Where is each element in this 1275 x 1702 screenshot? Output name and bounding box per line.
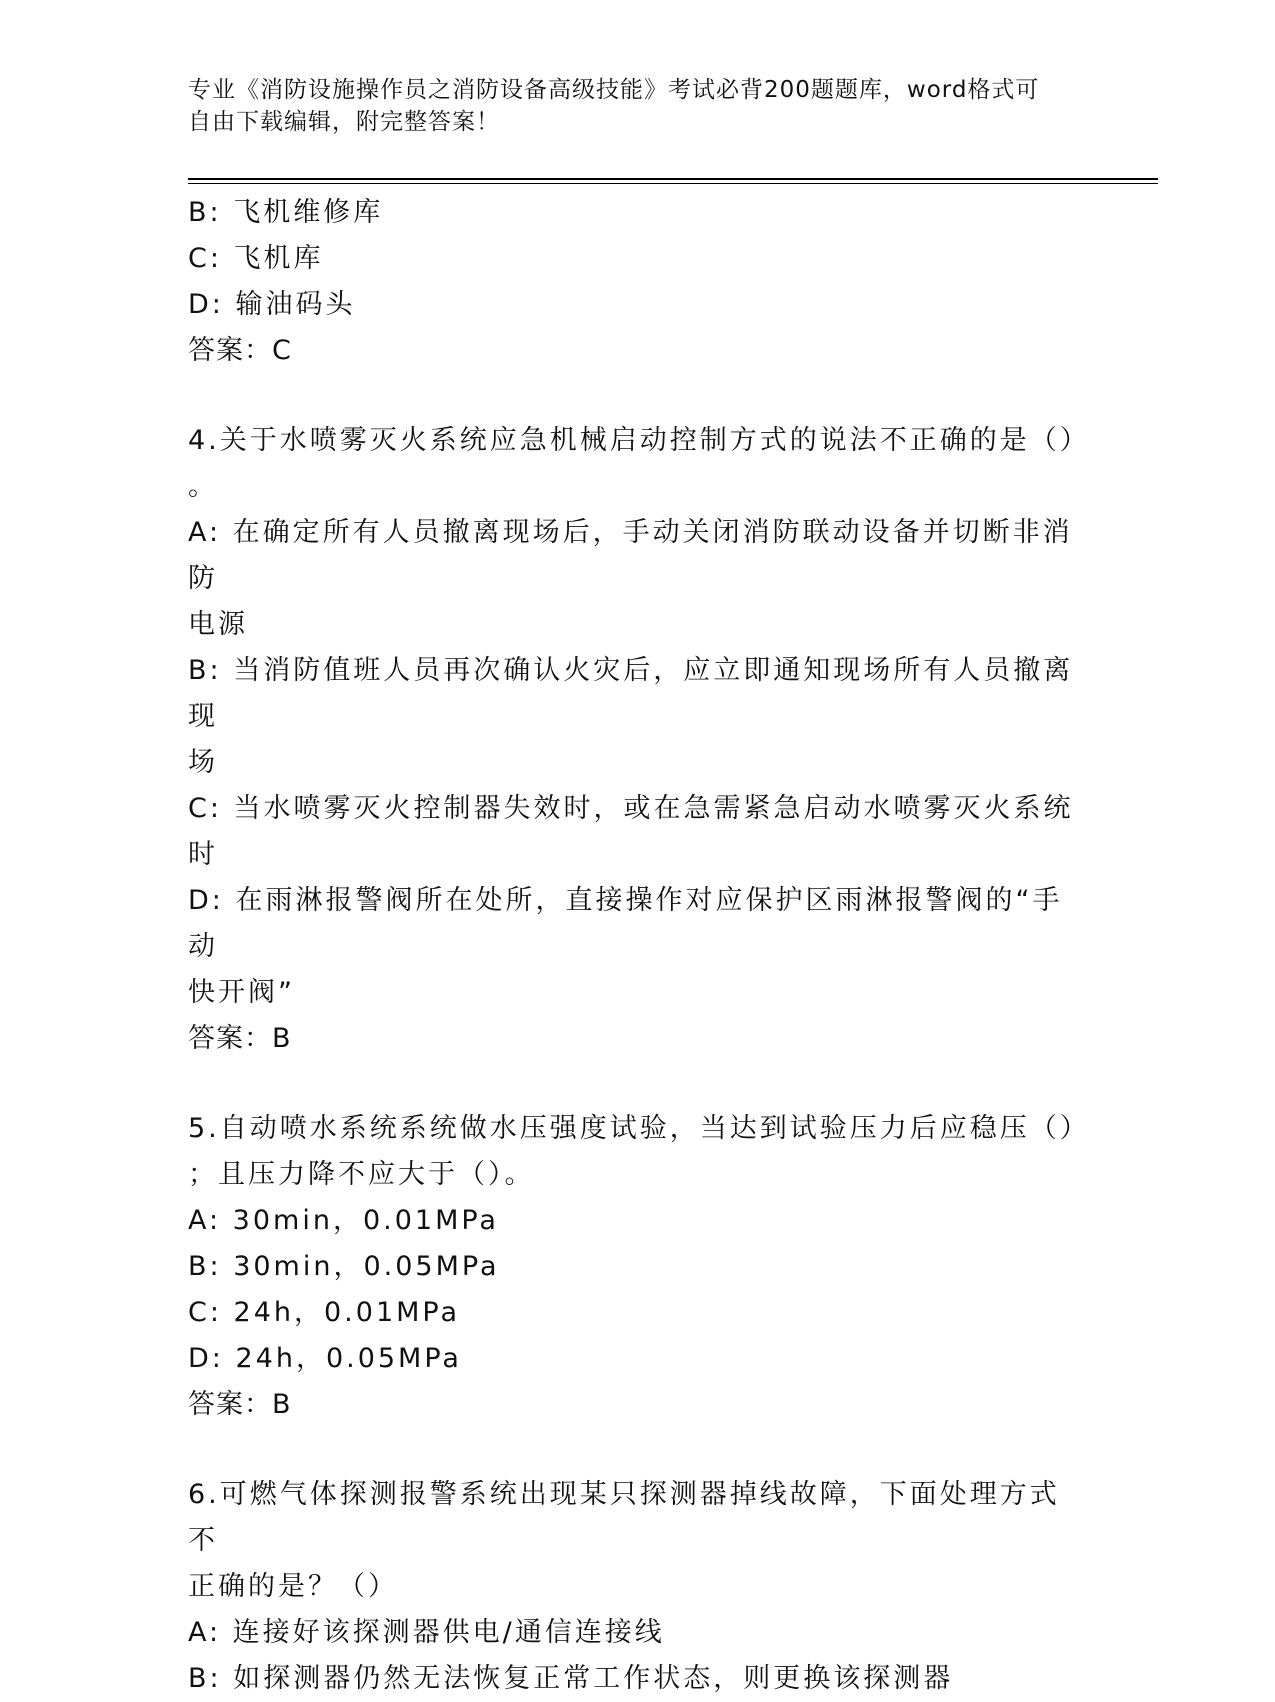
question-list: [188, 190, 1090, 1702]
option-b: B: 飞机维修库: [188, 197, 384, 228]
question-5: [188, 1106, 1090, 1428]
header-line-1: 专业《消防设施操作员之消防设备高级技能》考试必背200题题库，word格式可: [188, 77, 1040, 103]
option-b: B: 当消防值班人员再次确认火灾后，应立即通知现场所有人员撤离现: [188, 655, 1074, 732]
answer: 答案：B: [188, 1389, 292, 1420]
header-line-2: 自由下载编辑，附完整答案！: [188, 109, 500, 135]
option-b: B: 30min，0.05MPa: [188, 1251, 500, 1282]
option-c: C: 24h，0.01MPa: [188, 1297, 461, 1328]
spacer: [188, 1428, 1078, 1472]
option-a-continued: 电源: [188, 609, 248, 640]
option-c: C: 当水喷雾灭火控制器失效时，或在急需紧急启动水喷雾灭火系统时: [188, 793, 1074, 870]
option-a: A: 在确定所有人员撤离现场后，手动关闭消防联动设备并切断非消防: [188, 517, 1073, 594]
question-stem-continued: 。: [188, 471, 218, 502]
spacer: [188, 1062, 1078, 1106]
option-d: D: 输油码头: [188, 289, 356, 320]
question-stem-continued: ；且压力降不应大于（）。: [188, 1159, 535, 1190]
question-stem: 4.关于水喷雾灭火系统应急机械启动控制方式的说法不正确的是（）: [188, 425, 1090, 456]
option-a: A: 30min，0.01MPa: [188, 1205, 499, 1236]
question-stem: 5.自动喷水系统系统做水压强度试验，当达到试验压力后应稳压（）: [188, 1113, 1090, 1144]
option-c: C: 飞机库: [188, 243, 324, 274]
header-divider-thick: [188, 178, 1158, 180]
question-4: [188, 418, 1090, 1062]
option-d-continued: 快开阀”: [188, 977, 295, 1008]
answer: 答案：B: [188, 1023, 292, 1054]
question-stem: 6.可燃气体探测报警系统出现某只探测器掉线故障，下面处理方式不: [188, 1479, 1060, 1556]
option-a: A: 连接好该探测器供电/通信连接线: [188, 1617, 665, 1648]
option-b-continued: 场: [188, 747, 218, 778]
answer: 答案：C: [188, 335, 292, 366]
header-divider-thin: [188, 183, 1158, 184]
spacer: [188, 374, 1078, 418]
question-stem-continued: 正确的是？（）: [188, 1571, 398, 1602]
question-3-fragment: [188, 190, 1078, 374]
question-6: [188, 1472, 1078, 1702]
option-d: D: 24h，0.05MPa: [188, 1343, 462, 1374]
document-header: [188, 74, 1068, 138]
option-d: D: 在雨淋报警阀所在处所，直接操作对应保护区雨淋报警阀的“手动: [188, 885, 1063, 962]
option-b: B: 如探测器仍然无法恢复正常工作状态，则更换该探测器: [188, 1663, 954, 1694]
